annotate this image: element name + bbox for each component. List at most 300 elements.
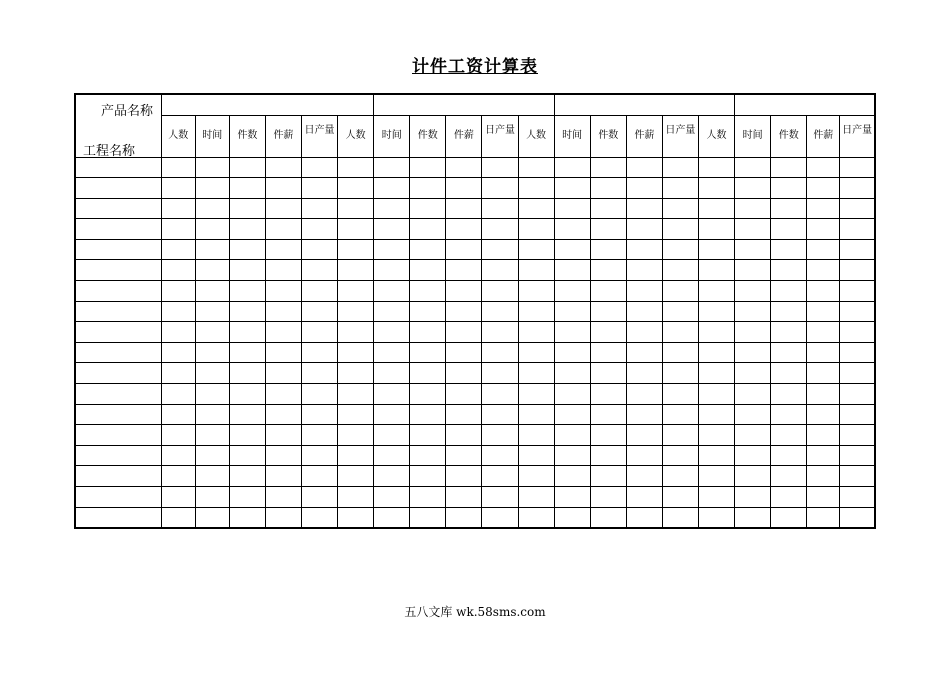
data-cell[interactable] [161,466,195,487]
data-cell[interactable] [161,342,195,363]
data-cell[interactable] [840,466,875,487]
data-cell[interactable] [840,157,875,178]
data-cell[interactable] [374,342,410,363]
data-cell[interactable] [698,178,734,199]
data-cell[interactable] [229,425,265,446]
data-cell[interactable] [195,466,229,487]
data-cell[interactable] [195,425,229,446]
data-cell[interactable] [626,157,662,178]
product-name-cell[interactable] [161,94,374,115]
data-cell[interactable] [807,507,840,528]
data-cell[interactable] [338,363,374,384]
data-cell[interactable] [410,281,446,302]
data-cell[interactable] [265,239,301,260]
data-cell[interactable] [662,281,698,302]
data-cell[interactable] [698,425,734,446]
data-cell[interactable] [554,322,590,343]
data-cell[interactable] [229,301,265,322]
data-cell[interactable] [735,507,771,528]
data-cell[interactable] [482,157,518,178]
data-cell[interactable] [626,219,662,240]
data-cell[interactable] [265,507,301,528]
data-cell[interactable] [482,425,518,446]
data-cell[interactable] [161,301,195,322]
data-cell[interactable] [590,363,626,384]
data-cell[interactable] [374,301,410,322]
data-cell[interactable] [840,322,875,343]
data-cell[interactable] [771,301,807,322]
data-cell[interactable] [554,363,590,384]
data-cell[interactable] [771,445,807,466]
data-cell[interactable] [410,178,446,199]
data-cell[interactable] [374,157,410,178]
data-cell[interactable] [735,157,771,178]
data-cell[interactable] [662,507,698,528]
data-cell[interactable] [771,342,807,363]
data-cell[interactable] [518,301,554,322]
data-cell[interactable] [518,507,554,528]
data-cell[interactable] [301,281,337,302]
data-cell[interactable] [265,219,301,240]
data-cell[interactable] [446,219,482,240]
data-cell[interactable] [518,384,554,405]
data-cell[interactable] [662,445,698,466]
data-cell[interactable] [554,384,590,405]
data-cell[interactable] [662,384,698,405]
data-cell[interactable] [840,404,875,425]
data-cell[interactable] [518,260,554,281]
data-cell[interactable] [161,322,195,343]
data-cell[interactable] [374,425,410,446]
data-cell[interactable] [229,322,265,343]
data-cell[interactable] [518,363,554,384]
data-cell[interactable] [771,219,807,240]
data-cell[interactable] [554,157,590,178]
data-cell[interactable] [446,507,482,528]
data-cell[interactable] [446,239,482,260]
data-cell[interactable] [698,219,734,240]
data-cell[interactable] [374,239,410,260]
process-name-cell[interactable] [75,425,161,446]
process-name-cell[interactable] [75,198,161,219]
data-cell[interactable] [771,239,807,260]
data-cell[interactable] [662,322,698,343]
data-cell[interactable] [265,445,301,466]
data-cell[interactable] [735,260,771,281]
data-cell[interactable] [807,342,840,363]
data-cell[interactable] [662,219,698,240]
data-cell[interactable] [195,363,229,384]
data-cell[interactable] [735,219,771,240]
data-cell[interactable] [301,198,337,219]
data-cell[interactable] [229,219,265,240]
data-cell[interactable] [626,198,662,219]
process-name-cell[interactable] [75,404,161,425]
data-cell[interactable] [807,384,840,405]
data-cell[interactable] [446,178,482,199]
data-cell[interactable] [840,301,875,322]
data-cell[interactable] [374,260,410,281]
data-cell[interactable] [301,342,337,363]
data-cell[interactable] [161,363,195,384]
data-cell[interactable] [735,425,771,446]
data-cell[interactable] [265,301,301,322]
data-cell[interactable] [374,445,410,466]
data-cell[interactable] [195,219,229,240]
data-cell[interactable] [698,322,734,343]
data-cell[interactable] [626,487,662,508]
data-cell[interactable] [626,342,662,363]
data-cell[interactable] [735,404,771,425]
data-cell[interactable] [554,445,590,466]
data-cell[interactable] [626,425,662,446]
process-name-cell[interactable] [75,281,161,302]
data-cell[interactable] [771,281,807,302]
data-cell[interactable] [338,404,374,425]
data-cell[interactable] [161,507,195,528]
data-cell[interactable] [807,219,840,240]
data-cell[interactable] [301,404,337,425]
data-cell[interactable] [807,198,840,219]
data-cell[interactable] [626,178,662,199]
data-cell[interactable] [771,157,807,178]
data-cell[interactable] [518,342,554,363]
process-name-cell[interactable] [75,487,161,508]
data-cell[interactable] [807,425,840,446]
data-cell[interactable] [590,157,626,178]
process-name-cell[interactable] [75,507,161,528]
data-cell[interactable] [840,178,875,199]
data-cell[interactable] [229,342,265,363]
data-cell[interactable] [265,322,301,343]
data-cell[interactable] [662,157,698,178]
data-cell[interactable] [590,301,626,322]
data-cell[interactable] [338,487,374,508]
data-cell[interactable] [374,198,410,219]
data-cell[interactable] [698,507,734,528]
data-cell[interactable] [807,239,840,260]
data-cell[interactable] [161,178,195,199]
data-cell[interactable] [161,384,195,405]
data-cell[interactable] [626,445,662,466]
data-cell[interactable] [482,322,518,343]
data-cell[interactable] [771,384,807,405]
data-cell[interactable] [590,342,626,363]
data-cell[interactable] [338,281,374,302]
data-cell[interactable] [590,219,626,240]
data-cell[interactable] [554,301,590,322]
data-cell[interactable] [590,178,626,199]
data-cell[interactable] [518,445,554,466]
data-cell[interactable] [410,157,446,178]
data-cell[interactable] [446,281,482,302]
data-cell[interactable] [698,301,734,322]
data-cell[interactable] [446,404,482,425]
data-cell[interactable] [301,445,337,466]
data-cell[interactable] [265,487,301,508]
data-cell[interactable] [338,260,374,281]
data-cell[interactable] [301,507,337,528]
data-cell[interactable] [518,239,554,260]
data-cell[interactable] [301,178,337,199]
data-cell[interactable] [265,425,301,446]
process-name-cell[interactable] [75,322,161,343]
data-cell[interactable] [590,445,626,466]
data-cell[interactable] [807,281,840,302]
data-cell[interactable] [807,322,840,343]
data-cell[interactable] [840,239,875,260]
data-cell[interactable] [161,425,195,446]
data-cell[interactable] [195,157,229,178]
data-cell[interactable] [518,322,554,343]
data-cell[interactable] [626,281,662,302]
data-cell[interactable] [195,198,229,219]
data-cell[interactable] [771,322,807,343]
data-cell[interactable] [301,363,337,384]
data-cell[interactable] [410,260,446,281]
process-name-cell[interactable] [75,384,161,405]
data-cell[interactable] [229,404,265,425]
process-name-cell[interactable] [75,363,161,384]
data-cell[interactable] [374,404,410,425]
data-cell[interactable] [338,425,374,446]
data-cell[interactable] [161,487,195,508]
data-cell[interactable] [840,219,875,240]
data-cell[interactable] [301,219,337,240]
data-cell[interactable] [446,384,482,405]
data-cell[interactable] [338,342,374,363]
data-cell[interactable] [195,487,229,508]
data-cell[interactable] [446,322,482,343]
data-cell[interactable] [301,466,337,487]
data-cell[interactable] [374,384,410,405]
data-cell[interactable] [482,239,518,260]
data-cell[interactable] [338,219,374,240]
data-cell[interactable] [161,445,195,466]
data-cell[interactable] [265,363,301,384]
data-cell[interactable] [229,487,265,508]
data-cell[interactable] [662,342,698,363]
data-cell[interactable] [410,445,446,466]
data-cell[interactable] [807,178,840,199]
data-cell[interactable] [626,363,662,384]
data-cell[interactable] [265,178,301,199]
data-cell[interactable] [195,239,229,260]
process-name-cell[interactable] [75,239,161,260]
data-cell[interactable] [554,178,590,199]
data-cell[interactable] [338,301,374,322]
data-cell[interactable] [554,219,590,240]
data-cell[interactable] [590,425,626,446]
data-cell[interactable] [554,487,590,508]
data-cell[interactable] [698,157,734,178]
data-cell[interactable] [446,363,482,384]
data-cell[interactable] [482,466,518,487]
data-cell[interactable] [735,281,771,302]
data-cell[interactable] [374,219,410,240]
data-cell[interactable] [698,445,734,466]
data-cell[interactable] [446,342,482,363]
data-cell[interactable] [265,198,301,219]
data-cell[interactable] [626,239,662,260]
data-cell[interactable] [807,445,840,466]
data-cell[interactable] [735,487,771,508]
data-cell[interactable] [735,363,771,384]
data-cell[interactable] [229,384,265,405]
data-cell[interactable] [229,445,265,466]
process-name-cell[interactable] [75,466,161,487]
data-cell[interactable] [229,239,265,260]
data-cell[interactable] [446,445,482,466]
data-cell[interactable] [229,281,265,302]
data-cell[interactable] [161,404,195,425]
data-cell[interactable] [195,384,229,405]
data-cell[interactable] [301,384,337,405]
process-name-cell[interactable] [75,157,161,178]
data-cell[interactable] [482,198,518,219]
data-cell[interactable] [554,260,590,281]
data-cell[interactable] [554,342,590,363]
data-cell[interactable] [735,384,771,405]
data-cell[interactable] [807,157,840,178]
data-cell[interactable] [195,507,229,528]
data-cell[interactable] [590,384,626,405]
data-cell[interactable] [482,281,518,302]
data-cell[interactable] [338,239,374,260]
data-cell[interactable] [554,281,590,302]
data-cell[interactable] [735,198,771,219]
data-cell[interactable] [446,157,482,178]
data-cell[interactable] [662,260,698,281]
data-cell[interactable] [482,178,518,199]
data-cell[interactable] [301,487,337,508]
data-cell[interactable] [590,404,626,425]
data-cell[interactable] [590,239,626,260]
data-cell[interactable] [554,507,590,528]
data-cell[interactable] [410,507,446,528]
data-cell[interactable] [518,487,554,508]
data-cell[interactable] [518,157,554,178]
data-cell[interactable] [698,198,734,219]
data-cell[interactable] [229,260,265,281]
data-cell[interactable] [161,260,195,281]
data-cell[interactable] [410,404,446,425]
data-cell[interactable] [482,487,518,508]
process-name-cell[interactable] [75,219,161,240]
data-cell[interactable] [554,198,590,219]
data-cell[interactable] [590,466,626,487]
data-cell[interactable] [161,219,195,240]
data-cell[interactable] [161,157,195,178]
data-cell[interactable] [735,466,771,487]
data-cell[interactable] [626,404,662,425]
data-cell[interactable] [265,157,301,178]
data-cell[interactable] [518,404,554,425]
data-cell[interactable] [229,363,265,384]
data-cell[interactable] [338,178,374,199]
data-cell[interactable] [698,384,734,405]
data-cell[interactable] [590,198,626,219]
data-cell[interactable] [662,363,698,384]
data-cell[interactable] [590,260,626,281]
data-cell[interactable] [771,198,807,219]
data-cell[interactable] [301,322,337,343]
data-cell[interactable] [301,425,337,446]
data-cell[interactable] [265,342,301,363]
data-cell[interactable] [840,445,875,466]
data-cell[interactable] [482,507,518,528]
data-cell[interactable] [195,281,229,302]
data-cell[interactable] [482,342,518,363]
data-cell[interactable] [195,322,229,343]
process-name-cell[interactable] [75,445,161,466]
data-cell[interactable] [338,384,374,405]
data-cell[interactable] [374,487,410,508]
data-cell[interactable] [807,260,840,281]
data-cell[interactable] [410,384,446,405]
data-cell[interactable] [410,322,446,343]
process-name-cell[interactable] [75,301,161,322]
data-cell[interactable] [195,342,229,363]
data-cell[interactable] [410,425,446,446]
data-cell[interactable] [195,260,229,281]
data-cell[interactable] [662,404,698,425]
data-cell[interactable] [482,363,518,384]
data-cell[interactable] [410,219,446,240]
data-cell[interactable] [482,301,518,322]
data-cell[interactable] [840,281,875,302]
data-cell[interactable] [482,384,518,405]
data-cell[interactable] [662,466,698,487]
data-cell[interactable] [410,363,446,384]
data-cell[interactable] [229,507,265,528]
data-cell[interactable] [735,342,771,363]
data-cell[interactable] [374,178,410,199]
data-cell[interactable] [446,260,482,281]
data-cell[interactable] [735,301,771,322]
data-cell[interactable] [771,466,807,487]
data-cell[interactable] [554,404,590,425]
data-cell[interactable] [301,301,337,322]
process-name-cell[interactable] [75,342,161,363]
data-cell[interactable] [626,260,662,281]
data-cell[interactable] [807,487,840,508]
data-cell[interactable] [161,239,195,260]
data-cell[interactable] [840,260,875,281]
data-cell[interactable] [735,445,771,466]
data-cell[interactable] [626,466,662,487]
product-name-cell[interactable] [554,94,734,115]
data-cell[interactable] [195,404,229,425]
data-cell[interactable] [626,301,662,322]
data-cell[interactable] [518,198,554,219]
data-cell[interactable] [840,487,875,508]
data-cell[interactable] [771,260,807,281]
data-cell[interactable] [590,322,626,343]
data-cell[interactable] [735,239,771,260]
data-cell[interactable] [374,322,410,343]
data-cell[interactable] [446,487,482,508]
data-cell[interactable] [698,466,734,487]
data-cell[interactable] [771,487,807,508]
data-cell[interactable] [807,404,840,425]
process-name-cell[interactable] [75,260,161,281]
product-name-cell[interactable] [374,94,554,115]
data-cell[interactable] [626,507,662,528]
data-cell[interactable] [446,301,482,322]
data-cell[interactable] [771,404,807,425]
data-cell[interactable] [338,507,374,528]
